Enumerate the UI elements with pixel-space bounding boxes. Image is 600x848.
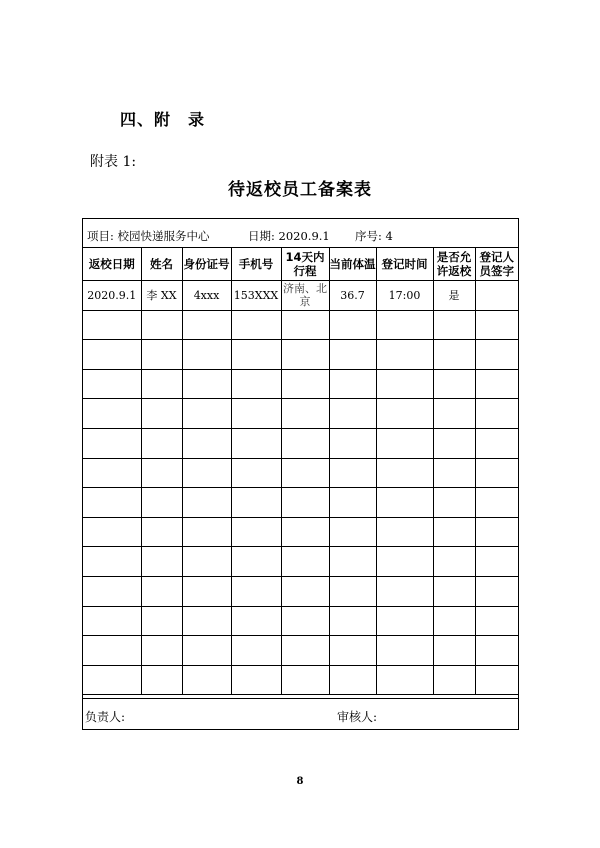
col-temperature-header: 当前体温: [329, 248, 376, 281]
col-phone-cell: [231, 547, 281, 577]
col-phone-cell: [231, 517, 281, 547]
project-info: 项目: 校园快递服务中心: [87, 229, 210, 243]
table-row: [83, 636, 518, 666]
col-trip-cell: [281, 399, 329, 429]
col-register-time-cell: [376, 340, 433, 370]
col-phone-cell: [231, 636, 281, 666]
col-return-date-cell: [83, 606, 141, 636]
table-row: [83, 488, 518, 518]
col-register-time-header: 登记时间: [376, 248, 433, 281]
registration-form: [82, 218, 519, 730]
col-trip-cell: [281, 665, 329, 695]
page-number: 8: [296, 776, 304, 787]
col-name-cell: [141, 576, 182, 606]
col-register-time-cell: [376, 547, 433, 577]
col-register-time-cell: [376, 606, 433, 636]
col-return-date-cell: [83, 517, 141, 547]
col-temperature-cell: [329, 576, 376, 606]
col-return-date-cell: [83, 576, 141, 606]
col-allowed-cell: [433, 636, 475, 666]
col-trip-cell: [281, 547, 329, 577]
col-name-cell: [141, 369, 182, 399]
col-register-time-cell: [376, 369, 433, 399]
col-name-cell: [141, 517, 182, 547]
col-id-number-cell: [182, 547, 231, 577]
col-return-date-cell: [83, 428, 141, 458]
col-name-cell: [141, 665, 182, 695]
col-temperature-cell: [329, 636, 376, 666]
col-register-time-cell: 17:00: [376, 281, 433, 311]
col-registrar-sign-cell: [475, 636, 518, 666]
col-allowed-cell: [433, 576, 475, 606]
table-row: [83, 369, 518, 399]
col-trip-cell: [281, 340, 329, 370]
col-phone-cell: [231, 310, 281, 340]
col-name-cell: [141, 428, 182, 458]
col-registrar-sign-cell: [475, 665, 518, 695]
col-register-time-cell: [376, 665, 433, 695]
col-register-time-cell: [376, 517, 433, 547]
col-temperature-cell: [329, 606, 376, 636]
serial-info: 序号: 4: [355, 229, 393, 243]
reviewer-label: 审核人:: [337, 710, 378, 724]
col-registrar-sign-cell: [475, 428, 518, 458]
col-allowed-cell: [433, 665, 475, 695]
col-allowed-cell: [433, 517, 475, 547]
col-allowed-cell: [433, 488, 475, 518]
col-registrar-sign-cell: [475, 399, 518, 429]
col-name-cell: [141, 606, 182, 636]
col-name-header: 姓名: [141, 248, 182, 281]
info-row: [83, 219, 518, 248]
table-row: [83, 310, 518, 340]
col-name-cell: [141, 340, 182, 370]
col-phone-cell: 153XXX: [231, 281, 281, 311]
col-return-date-cell: [83, 369, 141, 399]
col-registrar-sign-cell: [475, 606, 518, 636]
table-row: [83, 606, 518, 636]
col-allowed-cell: 是: [433, 281, 475, 311]
col-phone-cell: [231, 576, 281, 606]
col-id-number-header: 身份证号: [182, 248, 231, 281]
table-row: [83, 428, 518, 458]
col-return-date-cell: 2020.9.1: [83, 281, 141, 311]
col-register-time-cell: [376, 399, 433, 429]
col-trip-cell: [281, 606, 329, 636]
col-id-number-cell: [182, 340, 231, 370]
col-return-date-cell: [83, 636, 141, 666]
col-id-number-cell: [182, 458, 231, 488]
col-name-cell: [141, 310, 182, 340]
table-row: [83, 281, 518, 311]
col-return-date-cell: [83, 547, 141, 577]
col-phone-cell: [231, 369, 281, 399]
col-trip-cell: 济南、北京: [283, 282, 327, 309]
col-register-time-cell: [376, 576, 433, 606]
responsible-person-label: 负责人:: [85, 710, 126, 724]
col-name-cell: [141, 547, 182, 577]
col-temperature-cell: [329, 547, 376, 577]
col-trip-cell: [281, 636, 329, 666]
col-phone-cell: [231, 665, 281, 695]
table-row: [83, 576, 518, 606]
col-id-number-cell: 4xxx: [182, 281, 231, 311]
col-phone-cell: [231, 399, 281, 429]
col-return-date-cell: [83, 665, 141, 695]
col-phone-cell: [231, 428, 281, 458]
section-heading: 四、附 录: [120, 110, 206, 129]
col-temperature-cell: [329, 340, 376, 370]
col-temperature-cell: [329, 428, 376, 458]
signature-row: [83, 698, 518, 729]
col-id-number-cell: [182, 428, 231, 458]
col-phone-cell: [231, 606, 281, 636]
col-allowed-header: 是否允许返校: [433, 248, 475, 281]
table-header-row: [83, 248, 518, 281]
col-name-cell: [141, 488, 182, 518]
col-allowed-cell: [433, 399, 475, 429]
col-registrar-sign-cell: [475, 488, 518, 518]
table-row: [83, 547, 518, 577]
col-trip-header: 14天内行程: [281, 248, 329, 281]
col-id-number-cell: [182, 399, 231, 429]
col-register-time-cell: [376, 488, 433, 518]
registration-table: [83, 248, 518, 695]
col-allowed-cell: [433, 340, 475, 370]
col-allowed-cell: [433, 310, 475, 340]
col-phone-cell: [231, 458, 281, 488]
table-row: [83, 517, 518, 547]
col-allowed-cell: [433, 458, 475, 488]
col-trip-cell: [281, 458, 329, 488]
table-row: [83, 458, 518, 488]
col-return-date-cell: [83, 340, 141, 370]
col-name-cell: [141, 399, 182, 429]
col-phone-header: 手机号: [231, 248, 281, 281]
col-temperature-cell: [329, 517, 376, 547]
col-allowed-cell: [433, 428, 475, 458]
col-phone-cell: [231, 488, 281, 518]
col-register-time-cell: [376, 310, 433, 340]
appendix-label: 附表 1:: [90, 154, 137, 170]
col-id-number-cell: [182, 310, 231, 340]
col-name-cell: [141, 636, 182, 666]
col-temperature-cell: [329, 488, 376, 518]
table-row: [83, 340, 518, 370]
col-register-time-cell: [376, 636, 433, 666]
col-registrar-sign-cell: [475, 517, 518, 547]
table-row: [83, 665, 518, 695]
col-registrar-sign-cell: [475, 458, 518, 488]
col-return-date-header: 返校日期: [83, 248, 141, 281]
col-id-number-cell: [182, 606, 231, 636]
col-temperature-cell: [329, 458, 376, 488]
col-registrar-sign-cell: [475, 369, 518, 399]
col-temperature-cell: [329, 369, 376, 399]
col-id-number-cell: [182, 369, 231, 399]
col-temperature-cell: [329, 665, 376, 695]
col-registrar-sign-cell: [475, 281, 518, 311]
col-trip-cell: [281, 428, 329, 458]
col-registrar-sign-header: 登记人员签字: [475, 248, 518, 281]
date-info: 日期: 2020.9.1: [248, 229, 330, 243]
table-title: 待返校员工备案表: [228, 180, 372, 200]
table-row: [83, 399, 518, 429]
col-registrar-sign-cell: [475, 547, 518, 577]
col-id-number-cell: [182, 576, 231, 606]
table-body: [83, 281, 518, 695]
col-return-date-cell: [83, 488, 141, 518]
col-trip-cell: [281, 310, 329, 340]
col-register-time-cell: [376, 458, 433, 488]
col-return-date-cell: [83, 310, 141, 340]
col-id-number-cell: [182, 517, 231, 547]
col-id-number-cell: [182, 488, 231, 518]
col-allowed-cell: [433, 606, 475, 636]
col-id-number-cell: [182, 665, 231, 695]
col-temperature-cell: [329, 310, 376, 340]
col-allowed-cell: [433, 369, 475, 399]
col-trip-cell: [281, 369, 329, 399]
col-trip-cell: [281, 576, 329, 606]
col-id-number-cell: [182, 636, 231, 666]
col-trip-cell: [281, 488, 329, 518]
col-register-time-cell: [376, 428, 433, 458]
col-registrar-sign-cell: [475, 310, 518, 340]
col-phone-cell: [231, 340, 281, 370]
col-registrar-sign-cell: [475, 340, 518, 370]
col-temperature-cell: [329, 399, 376, 429]
col-allowed-cell: [433, 547, 475, 577]
col-trip-cell: [281, 517, 329, 547]
col-name-cell: [141, 458, 182, 488]
col-name-cell: 李 XX: [141, 281, 182, 311]
col-temperature-cell: 36.7: [329, 281, 376, 311]
col-return-date-cell: [83, 399, 141, 429]
col-return-date-cell: [83, 458, 141, 488]
col-registrar-sign-cell: [475, 576, 518, 606]
